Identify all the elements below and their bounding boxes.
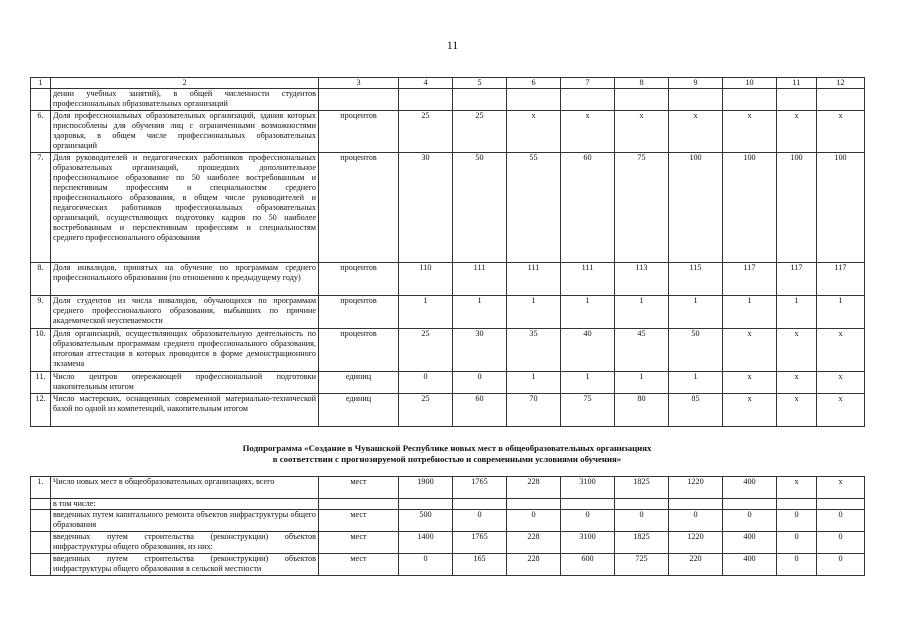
value-cell: 111 [507,263,561,296]
value-cell [453,499,507,510]
value-cell: 117 [817,263,865,296]
value-cell: 70 [507,394,561,427]
unit-cell: процентов [319,153,399,263]
subprogram-title-line2: в соответствии с прогнозируемой потребностью и современными условиями обучения» [272,454,622,464]
value-cell: 3100 [561,532,615,554]
indicator-name: Доля студентов из числа инвалидов, обучающихся по программам среднего профессионального образования, выбывших по причине академической неуспеваемости [51,296,319,329]
value-cell: 0 [399,372,453,394]
value-cell: 0 [777,532,817,554]
row-number [31,554,51,576]
value-cell: x [817,394,865,427]
row-number: 7. [31,153,51,263]
indicators-table [30,77,865,427]
table-row [31,394,865,427]
row-number [31,532,51,554]
value-cell: 0 [817,510,865,532]
table-row [31,510,865,532]
value-cell: 0 [561,510,615,532]
table-row [31,329,865,372]
value-cell: 1825 [615,477,669,499]
value-cell: 0 [817,554,865,576]
value-cell: 1 [669,296,723,329]
value-cell: 40 [561,329,615,372]
value-cell: 30 [399,153,453,263]
value-cell [399,499,453,510]
header-cell: 2 [51,78,319,89]
value-cell: 100 [817,153,865,263]
value-cell [777,499,817,510]
value-cell: 400 [723,532,777,554]
value-cell: 75 [615,153,669,263]
value-cell: 85 [669,394,723,427]
value-cell: 35 [507,329,561,372]
value-cell [669,499,723,510]
indicator-name: введенных путем строительства (реконструкции) объектов инфраструктуры общего образования, из них: [51,532,319,554]
header-cell: 1 [31,78,51,89]
value-cell [817,499,865,510]
header-cell: 11 [777,78,817,89]
value-cell: 1220 [669,532,723,554]
table-row [31,153,865,263]
value-cell: 25 [399,329,453,372]
value-cell: 0 [453,510,507,532]
indicator-name: дении учебных занятий), в общей численности студентов профессиональных образовательных организаций [51,89,319,111]
value-cell: 0 [777,554,817,576]
value-cell [561,89,615,111]
value-cell: 1220 [669,477,723,499]
header-cell: 9 [669,78,723,89]
value-cell: 1400 [399,532,453,554]
unit-cell: мест [319,477,399,499]
indicator-name: Число мастерских, оснащенных современной материально-технической базой по одной из компетенций, накопительным итогом [51,394,319,427]
value-cell: 0 [723,510,777,532]
indicator-name: введенных путем капитального ремонта объектов инфраструктуры общего образования [51,510,319,532]
indicator-name: в том числе: [51,499,319,510]
row-number: 11. [31,372,51,394]
value-cell: 25 [399,394,453,427]
value-cell: x [507,111,561,153]
value-cell [453,89,507,111]
value-cell: 165 [453,554,507,576]
indicator-name: Доля руководителей и педагогических работников профессиональных образовательных организаций, прошедших дополнительное профессиональное образование по 50 наиболее востребованным и перспективным профессиям и специальностям среднего профессионального образования, в общем числе руководителей и педагогических работников профессиональных образовательных организаций, осуществляющих подготовку кадров по 50 наиболее востребованным и перспективным профессиям и специальностям среднего профессионального образования [51,153,319,263]
unit-cell: процентов [319,263,399,296]
subprogram-title [30,443,864,465]
value-cell: 1 [669,372,723,394]
table-row [31,296,865,329]
value-cell: x [723,329,777,372]
value-cell: 1900 [399,477,453,499]
table-row [31,372,865,394]
value-cell: 1 [817,296,865,329]
value-cell: 0 [669,510,723,532]
unit-cell: процентов [319,111,399,153]
value-cell: x [777,394,817,427]
unit-cell: мест [319,532,399,554]
value-cell: x [817,111,865,153]
value-cell: 0 [817,532,865,554]
value-cell: 115 [669,263,723,296]
value-cell: 80 [615,394,669,427]
row-number: 6. [31,111,51,153]
header-cell: 12 [817,78,865,89]
value-cell: 228 [507,554,561,576]
value-cell [723,89,777,111]
unit-cell [319,499,399,510]
indicator-name: введенных путем строительства (реконструкции) объектов инфраструктуры общего образования в сельской местности [51,554,319,576]
value-cell: x [723,394,777,427]
new-places-table [30,476,865,576]
value-cell: 1825 [615,532,669,554]
value-cell: 220 [669,554,723,576]
value-cell: x [723,372,777,394]
value-cell [507,89,561,111]
value-cell: 50 [669,329,723,372]
value-cell: 228 [507,477,561,499]
value-cell: x [777,111,817,153]
value-cell [777,89,817,111]
header-cell: 7 [561,78,615,89]
value-cell: x [669,111,723,153]
indicator-name: Доля инвалидов, принятых на обучение по программам среднего профессионального образования (по отношению к предыдущему году) [51,263,319,296]
unit-cell: процентов [319,296,399,329]
value-cell [399,89,453,111]
value-cell: 100 [777,153,817,263]
value-cell: 75 [561,394,615,427]
unit-cell: процентов [319,329,399,372]
value-cell: 1 [507,296,561,329]
row-number: 10. [31,329,51,372]
value-cell: 117 [723,263,777,296]
value-cell: x [777,372,817,394]
value-cell [615,89,669,111]
value-cell: 113 [615,263,669,296]
value-cell [507,499,561,510]
header-cell: 8 [615,78,669,89]
indicator-name: Доля организаций, осуществляющих образовательную деятельность по образовательным программам среднего профессионального образования, итоговая аттестация в которых проводится в форме демонстрационного экзамена [51,329,319,372]
value-cell: 1 [723,296,777,329]
value-cell: 1 [561,296,615,329]
value-cell: 45 [615,329,669,372]
value-cell [723,499,777,510]
value-cell: 725 [615,554,669,576]
value-cell: 400 [723,477,777,499]
value-cell [669,89,723,111]
subprogram-title-line1: Подпрограмма «Создание в Чувашской Республике новых мест в общеобразовательных организациях [242,443,652,453]
table-header-row [31,78,865,89]
unit-cell [319,89,399,111]
value-cell: 0 [399,554,453,576]
value-cell: 50 [453,153,507,263]
value-cell: 1 [777,296,817,329]
row-number: 8. [31,263,51,296]
header-cell: 5 [453,78,507,89]
table-row [31,554,865,576]
value-cell: 100 [723,153,777,263]
value-cell: x [723,111,777,153]
header-cell: 10 [723,78,777,89]
table-row [31,499,865,510]
value-cell: 3100 [561,477,615,499]
row-number [31,510,51,532]
row-number [31,499,51,510]
value-cell: 60 [561,153,615,263]
value-cell: 1765 [453,477,507,499]
value-cell: 25 [453,111,507,153]
header-cell: 6 [507,78,561,89]
value-cell: 1 [399,296,453,329]
value-cell: 117 [777,263,817,296]
unit-cell: мест [319,554,399,576]
value-cell: x [817,372,865,394]
value-cell [615,499,669,510]
value-cell: 600 [561,554,615,576]
value-cell: x [777,477,817,499]
value-cell: x [615,111,669,153]
row-number: 12. [31,394,51,427]
value-cell: 0 [453,372,507,394]
value-cell: 400 [723,554,777,576]
value-cell: 55 [507,153,561,263]
value-cell: 500 [399,510,453,532]
table-row [31,89,865,111]
table-row [31,477,865,499]
value-cell: 25 [399,111,453,153]
value-cell [561,499,615,510]
indicator-name: Доля профессиональных образовательных организаций, здания которых приспособлены для обучения лиц с ограниченными возможностями здоровья, в общем числе профессиональных образовательных организаций [51,111,319,153]
value-cell: x [561,111,615,153]
value-cell [817,89,865,111]
value-cell: 0 [507,510,561,532]
value-cell: 1 [453,296,507,329]
header-cell: 3 [319,78,399,89]
value-cell: x [817,329,865,372]
value-cell: 110 [399,263,453,296]
value-cell: x [817,477,865,499]
row-number: 1. [31,477,51,499]
value-cell: 30 [453,329,507,372]
value-cell: 1765 [453,532,507,554]
indicator-name: Число центров опережающей профессиональной подготовки накопительным итогом [51,372,319,394]
header-cell: 4 [399,78,453,89]
table-row [31,263,865,296]
row-number: 9. [31,296,51,329]
row-number [31,89,51,111]
unit-cell: единиц [319,372,399,394]
indicator-name: Число новых мест в общеобразовательных организациях, всего [51,477,319,499]
table-row [31,111,865,153]
value-cell: 1 [561,372,615,394]
value-cell: 1 [507,372,561,394]
unit-cell: единиц [319,394,399,427]
value-cell: 228 [507,532,561,554]
value-cell: 100 [669,153,723,263]
value-cell: 111 [453,263,507,296]
value-cell: 1 [615,372,669,394]
value-cell: x [777,329,817,372]
value-cell: 0 [615,510,669,532]
table-row [31,532,865,554]
value-cell: 111 [561,263,615,296]
value-cell: 1 [615,296,669,329]
value-cell: 0 [777,510,817,532]
page-number: 11 [446,38,459,52]
value-cell: 60 [453,394,507,427]
unit-cell: мест [319,510,399,532]
